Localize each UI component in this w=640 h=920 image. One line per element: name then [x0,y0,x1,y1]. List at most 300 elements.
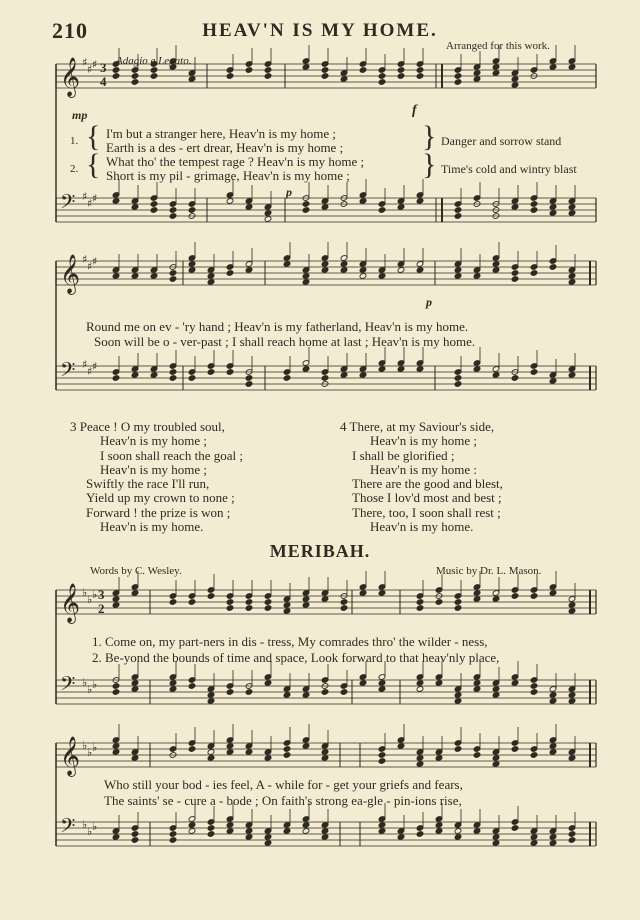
note-head [245,267,253,274]
note-head [454,834,462,841]
note-head [321,689,329,696]
note-head [112,602,120,609]
note-head [188,76,196,83]
note-head [188,207,196,214]
verse-line: Forward ! the prize is won ; [86,504,231,520]
note-head [169,270,177,277]
treble-clef-icon: 𝄞 [60,254,81,294]
note-head [454,273,462,280]
note-head [568,831,576,838]
note-head [397,834,405,841]
sharp-icon: ♯ [82,56,88,69]
note-head [530,689,538,696]
lyric-line: 1. Come on, my part-ners in dis - tress, My comrades thro' the wilder - ness, [92,634,488,649]
time-signature-bottom-2: 2 [98,601,105,616]
verse-number-2: 2. [70,163,79,175]
verse-line: Heav'n is my home. [370,519,474,535]
note-head [302,828,310,835]
note-head [131,73,139,80]
note-head [454,267,462,274]
lyric-line: Short is my pil - grimage, Heav'n is my home ; [106,168,350,183]
brace: { [86,148,101,181]
note-head [302,692,310,699]
note-head [169,213,177,220]
note-head [188,267,196,274]
flat-icon: ♭ [82,676,88,689]
note-head [321,596,329,603]
note-head [511,746,519,753]
note-head [416,267,424,274]
note-head [511,825,519,832]
verse-4 [340,420,503,534]
note-head [150,273,158,280]
note-head [112,67,120,74]
note-head [435,599,443,606]
time-signature-top-2: 3 [98,587,105,602]
note-head [169,369,177,376]
flat-icon: ♭ [87,746,93,759]
note-head [302,602,310,609]
note-head [549,749,557,756]
note-head [169,375,177,382]
verse-line: Heav'n is my home ; [370,433,478,449]
note-head [283,261,291,268]
note-head [112,834,120,841]
note-head [112,73,120,80]
verse-line: Those I lov'd most and best ; [352,490,502,506]
note-head [245,204,253,211]
lyric-line: I'm but a stranger here, Heav'n is my home ; [106,126,336,141]
note-head [169,599,177,606]
note-head [454,698,462,705]
note-head [264,599,272,606]
flat-icon: ♭ [92,820,98,833]
note-head [549,590,557,597]
note-head [207,825,215,832]
words-credit: Words by C. Wesley. [90,565,182,577]
sharp-icon: ♯ [87,63,93,76]
note-head [568,279,576,286]
note-head [568,837,576,844]
note-head [378,207,386,214]
lyric-line: Soon will be o - ver-past ; I shall reach home at last ; Heav'n is my home. [94,334,476,349]
note-head [454,207,462,214]
note-head [340,267,348,274]
verse-line: 3 Peace ! O my troubled soul, [70,419,225,434]
note-head [359,273,367,280]
bass-clef-icon: 𝄢 [60,190,76,218]
note-head [530,834,538,841]
note-head [264,73,272,80]
brace: } [422,148,437,181]
note-head [397,366,405,373]
treble-clef-icon: 𝄞 [60,583,81,623]
bass-clef-icon: 𝄢 [60,672,76,700]
note-head [378,79,386,86]
note-head [397,73,405,80]
note-head [435,755,443,762]
note-head [264,605,272,612]
note-head [188,683,196,690]
note-head [568,698,576,705]
note-head [511,76,519,83]
lyric-line-right: Danger and sorrow stand [441,134,562,148]
note-head [188,828,196,835]
note-head [492,761,500,768]
note-head [378,73,386,80]
note-head [150,201,158,208]
note-head [359,267,367,274]
note-head [511,680,519,687]
note-head [226,822,234,829]
note-head [245,834,253,841]
verse-line: I shall be glorified ; [352,447,455,463]
note-head [378,366,386,373]
note-head [473,596,481,603]
note-head [340,261,348,268]
sharp-icon: ♯ [92,192,98,205]
note-head [302,273,310,280]
note-head [473,273,481,280]
note-head [359,198,367,205]
note-head [226,743,234,750]
note-head [131,204,139,211]
note-head [321,828,329,835]
note-head [549,692,557,699]
note-head [131,837,139,844]
note-head [112,375,120,382]
note-head [359,680,367,687]
note-head [188,822,196,829]
note-head [302,596,310,603]
flat-icon: ♭ [92,678,98,691]
verse-line: Yield up my crown to none ; [86,490,235,506]
note-head [511,593,519,600]
music-credit: Music by Dr. L. Mason. [436,565,542,577]
note-head [530,369,538,376]
note-head [416,366,424,373]
note-head [530,270,538,277]
note-head [207,698,215,705]
note-head [245,828,253,835]
note-head [340,76,348,83]
note-head [226,73,234,80]
note-head [397,743,405,750]
note-head [340,605,348,612]
note-head [150,207,158,214]
note-head [245,375,253,382]
note-head [131,79,139,86]
note-head [245,689,253,696]
note-head [321,267,329,274]
note-head [264,67,272,74]
note-head [568,273,576,280]
note-head [454,381,462,388]
note-head [302,64,310,71]
note-head [150,73,158,80]
note-head [549,834,557,841]
tempo-marking: Adagio e Legato. [116,55,192,67]
treble-clef-icon: 𝄞 [60,736,81,776]
note-head [112,749,120,756]
note-head [226,369,234,376]
note-head [359,590,367,597]
note-head [492,70,500,77]
note-head [549,743,557,750]
note-head [530,752,538,759]
note-head [416,686,424,693]
note-head [321,755,329,762]
note-head [283,752,291,759]
note-head [473,70,481,77]
bass-clef-icon: 𝄢 [60,358,76,386]
note-head [492,686,500,693]
note-head [454,213,462,220]
note-head [321,834,329,841]
note-head [492,261,500,268]
note-head [245,749,253,756]
note-head [416,605,424,612]
note-head [492,64,500,71]
note-head [150,372,158,379]
note-head [568,602,576,609]
note-head [169,837,177,844]
note-head [492,692,500,699]
note-head [169,207,177,214]
note-head [435,822,443,829]
brace: { [86,120,101,153]
note-head [416,73,424,80]
sharp-icon: ♯ [87,197,93,210]
sharp-icon: ♯ [82,190,88,203]
note-head [454,692,462,699]
note-head [131,273,139,280]
note-head [112,743,120,750]
note-head [226,270,234,277]
note-head [435,680,443,687]
note-head [226,198,234,205]
note-head [112,689,120,696]
note-head [378,828,386,835]
note-head [321,204,329,211]
dynamic-p-2: p [426,295,432,309]
verse-number-1: 1. [70,135,79,147]
note-head [302,743,310,750]
note-head [321,73,329,80]
note-head [188,375,196,382]
note-head [454,605,462,612]
note-head [416,599,424,606]
note-head [264,210,272,217]
note-head [549,698,557,705]
note-head [226,749,234,756]
note-head [264,834,272,841]
verse-line: Heav'n is my home : [370,461,478,477]
note-head [283,602,291,609]
note-head [226,605,234,612]
sharp-icon: ♯ [92,255,98,268]
note-head [245,67,253,74]
note-head [568,755,576,762]
note-head [416,67,424,74]
flat-icon: ♭ [82,739,88,752]
note-head [511,276,519,283]
note-head [340,599,348,606]
note-head [264,216,272,223]
note-head [302,201,310,208]
note-head [131,831,139,838]
note-head [207,369,215,376]
flat-icon: ♭ [87,593,93,606]
lyric-line: Round me on ev - 'ry hand ; Heav'n is my fatherland, Heav'n is my home. [86,319,469,334]
note-head [302,279,310,286]
note-head [530,201,538,208]
note-head [473,680,481,687]
note-head [131,686,139,693]
note-head [549,378,557,385]
note-head [530,593,538,600]
note-head [378,686,386,693]
verse-line: Heav'n is my home ; [100,433,208,449]
note-head [131,372,139,379]
note-head [188,599,196,606]
note-head [207,755,215,762]
note-head [207,593,215,600]
note-head [169,831,177,838]
verse-line: There are the good and blest, [352,476,503,492]
note-head [549,210,557,217]
note-head [473,590,481,597]
page-number: 210 [52,18,88,43]
note-head [454,599,462,606]
note-head [378,273,386,280]
note-head [283,375,291,382]
note-head [302,822,310,829]
note-head [112,273,120,280]
note-head [321,375,329,382]
note-head [188,261,196,268]
note-head [492,596,500,603]
note-head [226,599,234,606]
note-head [473,366,481,373]
note-head [131,755,139,762]
treble-clef-icon: 𝄞 [60,57,81,97]
note-head [131,680,139,687]
verse-line: Heav'n is my home ; [100,461,208,477]
note-head [397,67,405,74]
note-head [473,752,481,759]
note-head [473,76,481,83]
note-head [454,828,462,835]
note-head [454,746,462,753]
note-head [264,840,272,847]
note-head [549,840,557,847]
note-head [112,596,120,603]
brace: } [422,120,437,153]
note-head [397,204,405,211]
note-head [568,692,576,699]
bass-clef-icon: 𝄢 [60,814,76,842]
note-head [378,590,386,597]
note-head [207,279,215,286]
hymn-title-2: MERIBAH. [269,541,371,561]
note-head [416,831,424,838]
verse-line: I soon shall reach the goal ; [100,447,243,463]
note-head [359,372,367,379]
verse-line: Swiftly the race I'll run, [86,476,210,492]
note-head [302,366,310,373]
note-head [416,198,424,205]
note-head [378,822,386,829]
note-head [473,686,481,693]
note-head [169,680,177,687]
note-head [492,372,500,379]
verse-line: Heav'n is my home. [100,519,204,535]
flat-icon: ♭ [87,825,93,838]
note-head [245,599,253,606]
sharp-icon: ♯ [92,58,98,71]
note-head [511,375,519,382]
dynamic-mp: mp [72,108,88,122]
note-head [359,67,367,74]
note-head [568,210,576,217]
verse-3 [70,420,243,534]
time-signature-top: 3 [100,60,107,75]
hymn-title: HEAV'N IS MY HOME. [202,20,438,41]
sharp-icon: ♯ [82,358,88,371]
note-head [207,692,215,699]
note-head [112,198,120,205]
time-signature-bottom: 4 [100,74,107,89]
note-head [378,680,386,687]
note-head [435,828,443,835]
note-head [188,746,196,753]
dynamic-f: f [412,103,417,118]
lyric-line: The saints' se - cure a - bode ; On faith's strong ea-gle - pin-ions rise, [104,793,462,808]
note-head [340,689,348,696]
note-head [568,608,576,615]
note-head [397,267,405,274]
note-head [264,680,272,687]
note-head [511,82,519,89]
note-head [321,261,329,268]
note-head [340,372,348,379]
dynamic-p: p [286,185,292,199]
note-head [150,67,158,74]
note-head [473,828,481,835]
flat-icon: ♭ [87,683,93,696]
note-head [207,831,215,838]
flat-icon: ♭ [92,741,98,754]
note-head [568,64,576,71]
lyric-line-right: Time's cold and wintry blast [441,162,577,176]
sharp-icon: ♯ [82,253,88,266]
note-head [568,372,576,379]
note-head [226,689,234,696]
note-head [283,746,291,753]
note-head [454,79,462,86]
note-head [245,381,253,388]
note-head [264,755,272,762]
arrangement-credit: Arranged for this work. [446,40,550,52]
note-head [492,840,500,847]
lyric-line: What tho' the tempest rage ? Heav'n is my home ; [106,154,365,169]
note-head [492,834,500,841]
note-head [530,683,538,690]
note-head [549,64,557,71]
sharp-icon: ♯ [87,260,93,273]
note-head [530,840,538,847]
